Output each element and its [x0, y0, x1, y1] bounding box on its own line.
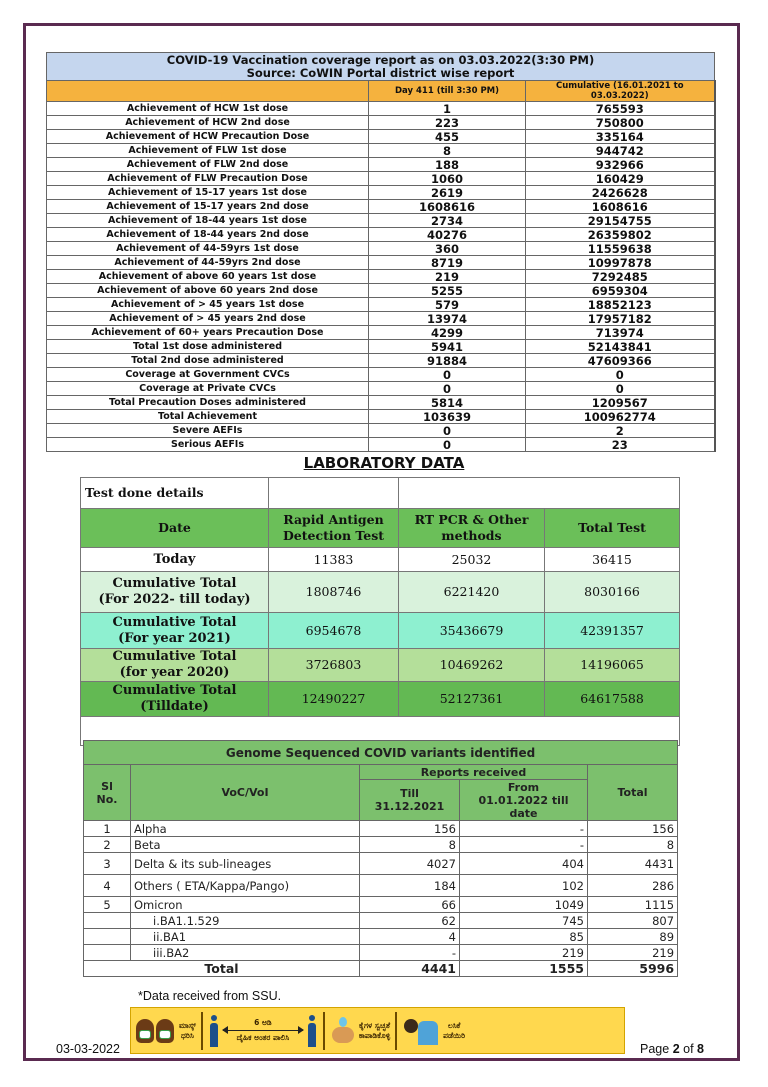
- banner-distance-segment: [203, 1008, 323, 1053]
- genome-header-till: [360, 780, 460, 821]
- vaccination-row-day-value: 0: [369, 382, 526, 396]
- vaccination-row-day-value: 40276: [369, 228, 526, 242]
- vaccination-row-cumulative-value: 160429: [526, 172, 715, 186]
- vaccination-row-label: Achievement of HCW 2nd dose: [47, 116, 369, 130]
- banner-vaccine-line1: ಲಸಿಕೆ: [447, 1020, 461, 1030]
- vaccination-source-line: Source: CoWIN Portal district wise report: [246, 65, 515, 80]
- genome-row: [84, 945, 678, 961]
- vaccination-row-label: Achievement of above 60 years 2nd dose: [47, 284, 369, 298]
- genome-total-till: 4441: [360, 961, 460, 977]
- vaccination-row-cumulative-value: 6959304: [526, 284, 715, 298]
- genome-row-sl: 3: [84, 853, 131, 875]
- banner-distance-bottom: ದೈಹಿಕ ಅಂತರ ಪಾಲಿಸಿ: [236, 1033, 290, 1042]
- genome-header-till-line1: Till: [400, 787, 419, 800]
- vaccination-row-cumulative-value: 1608616: [526, 200, 715, 214]
- genome-header-sl: [84, 765, 131, 821]
- vaccination-row: [47, 172, 715, 186]
- genome-row-total-value: 89: [588, 929, 678, 945]
- vaccination-row: [47, 158, 715, 172]
- vaccination-row-cumulative-value: 765593: [526, 102, 715, 116]
- genome-row-from-value: 745: [460, 913, 588, 929]
- genome-row-till-value: 62: [360, 913, 460, 929]
- vaccination-row: [47, 410, 715, 424]
- genome-row-total-value: 1115: [588, 897, 678, 913]
- genome-row-total-value: 219: [588, 945, 678, 961]
- vaccination-row-label: Achievement of > 45 years 1st dose: [47, 298, 369, 312]
- genome-row-from-value: 102: [460, 875, 588, 897]
- lab-header-rat: [269, 509, 399, 548]
- lab-header-rtpcr: [399, 509, 545, 548]
- vaccination-row-cumulative-value: 1209567: [526, 396, 715, 410]
- genome-total-from: 1555: [460, 961, 588, 977]
- double-arrow-icon: [223, 1030, 303, 1031]
- banner-mask-line2: ಧರಿಸಿ: [181, 1030, 194, 1040]
- genome-row-sl: [84, 945, 131, 961]
- vaccination-icon: [402, 1015, 440, 1047]
- vaccination-row-label: Total Achievement: [47, 410, 369, 424]
- vaccination-row: [47, 130, 715, 144]
- lab-row-rat-value: 3726803: [269, 649, 399, 682]
- vaccination-row: [47, 242, 715, 256]
- vaccination-row-day-value: 360: [369, 242, 526, 256]
- vaccination-row-day-value: 219: [369, 270, 526, 284]
- vaccination-row-label: Achievement of 15-17 years 1st dose: [47, 186, 369, 200]
- lab-header-rtpcr-line1: RT PCR & Other: [414, 512, 529, 527]
- banner-vaccine-segment: [397, 1008, 470, 1053]
- vaccination-title-row: [47, 53, 715, 81]
- lab-row-rtpcr-value: 6221420: [399, 572, 545, 613]
- vaccination-row-day-value: 223: [369, 116, 526, 130]
- vaccination-row-label: Serious AEFIs: [47, 438, 369, 452]
- vaccination-row: [47, 144, 715, 158]
- banner-vaccine-line2: ಪಡೆಯಿರಿ: [443, 1030, 466, 1040]
- genome-row: [84, 821, 678, 837]
- vaccination-row-cumulative-value: 10997878: [526, 256, 715, 270]
- vaccination-header-day: Day 411 (till 3:30 PM): [369, 81, 526, 102]
- vaccination-row: [47, 368, 715, 382]
- vaccination-row-day-value: 8719: [369, 256, 526, 270]
- lab-row-rat-value: 12490227: [269, 682, 399, 717]
- page-number: [640, 1042, 704, 1056]
- genome-row-sl: 5: [84, 897, 131, 913]
- vaccination-row-cumulative-value: 0: [526, 368, 715, 382]
- vaccination-row: [47, 298, 715, 312]
- covid-appropriate-behaviour-banner: [130, 1007, 625, 1054]
- vaccination-header-cumulative: [526, 81, 715, 102]
- person-icon: [208, 1015, 220, 1047]
- genome-row-sl: [84, 913, 131, 929]
- vaccination-row: [47, 102, 715, 116]
- genome-table: [83, 740, 678, 977]
- vaccination-row: [47, 340, 715, 354]
- banner-wash-line1: ಕೈಗಳ ಸ್ವಚ್ಛತೆ: [359, 1020, 391, 1030]
- vaccination-row-day-value: 4299: [369, 326, 526, 340]
- banner-wash-line2: ಕಾಪಾಡಿಕೊಳ್ಳಿ: [358, 1030, 391, 1040]
- lab-header-rtpcr-line2: methods: [441, 528, 502, 543]
- banner-distance-top: 6 ಅಡಿ: [254, 1018, 272, 1027]
- vaccination-row: [47, 256, 715, 270]
- lab-header-row: [81, 509, 680, 548]
- genome-row-total-value: 286: [588, 875, 678, 897]
- vaccination-header-row: [47, 81, 715, 102]
- genome-row-variant: Delta & its sub-lineages: [131, 853, 360, 875]
- vaccination-row: [47, 312, 715, 326]
- vaccination-header-blank: [47, 81, 369, 102]
- lab-empty-cell: [269, 478, 399, 509]
- genome-row-total-value: 807: [588, 913, 678, 929]
- mask-face-icon: [136, 1019, 154, 1043]
- genome-footnote: *Data received from SSU.: [138, 989, 282, 1003]
- lab-row-rtpcr-value: 35436679: [399, 613, 545, 649]
- genome-title: Genome Sequenced COVID variants identified: [84, 741, 678, 765]
- vaccination-row-day-value: 579: [369, 298, 526, 312]
- genome-row-sl: 2: [84, 837, 131, 853]
- vaccination-row: [47, 438, 715, 452]
- genome-row-from-value: -: [460, 821, 588, 837]
- vaccination-row: [47, 326, 715, 340]
- genome-header-row-1: [84, 765, 678, 780]
- lab-row-total-value: 36415: [545, 548, 680, 572]
- genome-header-from: [460, 780, 588, 821]
- vaccination-row-day-value: 1608616: [369, 200, 526, 214]
- vaccination-row-label: Achievement of HCW 1st dose: [47, 102, 369, 116]
- vaccination-row: [47, 396, 715, 410]
- lab-header-rat-line1: Rapid Antigen: [283, 512, 384, 527]
- genome-row-from-value: 85: [460, 929, 588, 945]
- vaccination-row-day-value: 1: [369, 102, 526, 116]
- page-total: 8: [697, 1042, 704, 1056]
- lab-test-done-row: [81, 478, 680, 509]
- banner-wash-text: [359, 1021, 390, 1041]
- lab-row-label: [81, 682, 269, 717]
- vaccination-row-cumulative-value: 17957182: [526, 312, 715, 326]
- genome-header-voc: VoC/VoI: [131, 765, 360, 821]
- genome-row-variant: ii.BA1: [131, 929, 360, 945]
- lab-row-total-value: 14196065: [545, 649, 680, 682]
- lab-test-done-label: Test done details: [81, 478, 269, 509]
- vaccination-row-label: Achievement of above 60 years 1st dose: [47, 270, 369, 284]
- lab-row-label-line1: Cumulative Total: [112, 614, 237, 630]
- lab-row-total-value: 42391357: [545, 613, 680, 649]
- lab-row-label: [81, 548, 269, 572]
- vaccination-row-day-value: 0: [369, 368, 526, 382]
- vaccination-row-cumulative-value: 2: [526, 424, 715, 438]
- genome-row: [84, 913, 678, 929]
- genome-title-row: [84, 741, 678, 765]
- mask-face-icon: [156, 1019, 174, 1043]
- vaccination-row-label: Total 2nd dose administered: [47, 354, 369, 368]
- vaccination-row-day-value: 455: [369, 130, 526, 144]
- vaccination-table: [46, 52, 716, 452]
- vaccination-row-label: Achievement of HCW Precaution Dose: [47, 130, 369, 144]
- vaccination-title: [47, 53, 715, 81]
- lab-row-label-line2: (For 2022- till today): [98, 592, 251, 607]
- banner-mask-segment: [131, 1008, 201, 1053]
- vaccination-row-label: Total 1st dose administered: [47, 340, 369, 354]
- banner-vaccine-text: [443, 1021, 465, 1041]
- vaccination-row-cumulative-value: 47609366: [526, 354, 715, 368]
- vaccination-row-label: Coverage at Private CVCs: [47, 382, 369, 396]
- vaccination-row-label: Severe AEFIs: [47, 424, 369, 438]
- lab-row-label: [81, 649, 269, 682]
- vaccination-row-day-value: 188: [369, 158, 526, 172]
- genome-header-from-line3: date: [509, 806, 538, 820]
- vaccination-row-label: Achievement of FLW 2nd dose: [47, 158, 369, 172]
- vaccination-row-label: Achievement of 15-17 years 2nd dose: [47, 200, 369, 214]
- genome-row-till-value: 4: [360, 929, 460, 945]
- genome-row: [84, 897, 678, 913]
- genome-header-sl-line1: Sl: [101, 779, 113, 793]
- vaccination-row-day-value: 91884: [369, 354, 526, 368]
- genome-total-row: [84, 961, 678, 977]
- vaccination-row-label: Achievement of FLW 1st dose: [47, 144, 369, 158]
- lab-row-rtpcr-value: 52127361: [399, 682, 545, 717]
- vaccination-row: [47, 228, 715, 242]
- lab-row: [81, 613, 680, 649]
- lab-row-label-line1: Cumulative Total: [112, 576, 237, 591]
- handwash-icon: [330, 1017, 356, 1045]
- lab-row-rtpcr-value: 10469262: [399, 649, 545, 682]
- genome-row-till-value: 184: [360, 875, 460, 897]
- lab-section-title: [0, 454, 768, 472]
- vaccination-row-cumulative-value: 18852123: [526, 298, 715, 312]
- page-prefix: Page: [640, 1042, 670, 1056]
- banner-mask-text: [179, 1021, 196, 1041]
- cumulative-header-line1: Cumulative (16.01.2021 to: [555, 81, 684, 91]
- lab-row-label-line2: (Tilldate): [140, 699, 209, 714]
- genome-row: [84, 837, 678, 853]
- genome-header-sl-line2: No.: [96, 792, 118, 806]
- genome-row-till-value: -: [360, 945, 460, 961]
- vaccination-row: [47, 382, 715, 396]
- vaccination-row-label: Achievement of FLW Precaution Dose: [47, 172, 369, 186]
- vaccination-row-cumulative-value: 750800: [526, 116, 715, 130]
- lab-row: [81, 572, 680, 613]
- lab-row-label-line1: Today: [153, 551, 196, 567]
- genome-row-variant: i.BA1.1.529: [131, 913, 360, 929]
- banner-wash-segment: [325, 1008, 395, 1053]
- vaccination-row-cumulative-value: 26359802: [526, 228, 715, 242]
- vaccination-row-day-value: 5941: [369, 340, 526, 354]
- vaccination-row-cumulative-value: 100962774: [526, 410, 715, 424]
- lab-row-label: [81, 613, 269, 649]
- lab-row: [81, 649, 680, 682]
- vaccination-row-cumulative-value: 932966: [526, 158, 715, 172]
- vaccination-row-cumulative-value: 335164: [526, 130, 715, 144]
- vaccination-row-day-value: 5814: [369, 396, 526, 410]
- vaccination-row: [47, 284, 715, 298]
- genome-row-from-value: 219: [460, 945, 588, 961]
- genome-row-till-value: 156: [360, 821, 460, 837]
- lab-header-rat-line2: Detection Test: [282, 528, 385, 543]
- genome-row-variant: Omicron: [131, 897, 360, 913]
- genome-row-variant: Others ( ETA/Kappa/Pango): [131, 875, 360, 897]
- genome-total-total: 5996: [588, 961, 678, 977]
- person-icon: [306, 1015, 318, 1047]
- page-current: 2: [672, 1042, 680, 1056]
- genome-header-till-line2: 31.12.2021: [374, 800, 445, 813]
- genome-header-total: Total: [588, 765, 678, 821]
- vaccination-row-label: Achievement of 18-44 years 1st dose: [47, 214, 369, 228]
- genome-row-total-value: 8: [588, 837, 678, 853]
- genome-header-reports: Reports received: [360, 765, 588, 780]
- vaccination-row-cumulative-value: 7292485: [526, 270, 715, 284]
- vaccination-row-cumulative-value: 944742: [526, 144, 715, 158]
- vaccination-row-label: Coverage at Government CVCs: [47, 368, 369, 382]
- vaccination-row: [47, 186, 715, 200]
- banner-mask-line1: ಮಾಸ್ಕ್: [179, 1020, 196, 1030]
- genome-row: [84, 875, 678, 897]
- genome-row-from-value: 404: [460, 853, 588, 875]
- genome-row-total-value: 156: [588, 821, 678, 837]
- lab-table: [80, 477, 680, 746]
- vaccination-row-day-value: 103639: [369, 410, 526, 424]
- vaccination-row-cumulative-value: 0: [526, 382, 715, 396]
- genome-row: [84, 853, 678, 875]
- genome-row-sl: 4: [84, 875, 131, 897]
- vaccination-row-label: Total Precaution Doses administered: [47, 396, 369, 410]
- vaccination-row-day-value: 1060: [369, 172, 526, 186]
- vaccination-row-label: Achievement of 44-59yrs 2nd dose: [47, 256, 369, 270]
- cumulative-header-line2: 03.03.2022): [590, 91, 649, 101]
- genome-row-from-value: -: [460, 837, 588, 853]
- vaccination-row: [47, 214, 715, 228]
- genome-row-total-value: 4431: [588, 853, 678, 875]
- vaccination-row-label: Achievement of 44-59yrs 1st dose: [47, 242, 369, 256]
- vaccination-row-label: Achievement of 18-44 years 2nd dose: [47, 228, 369, 242]
- lab-row-label-line1: Cumulative Total: [112, 649, 237, 664]
- lab-row-total-value: 64617588: [545, 682, 680, 717]
- vaccination-row: [47, 354, 715, 368]
- vaccination-row-label: Achievement of 60+ years Precaution Dose: [47, 326, 369, 340]
- vaccination-row-day-value: 13974: [369, 312, 526, 326]
- genome-row-sl: 1: [84, 821, 131, 837]
- vaccination-row-cumulative-value: 713974: [526, 326, 715, 340]
- vaccination-row-cumulative-value: 2426628: [526, 186, 715, 200]
- lab-row-total-value: 8030166: [545, 572, 680, 613]
- lab-row: [81, 548, 680, 572]
- lab-row-rat-value: 11383: [269, 548, 399, 572]
- genome-header-from-line1: From: [507, 780, 540, 794]
- lab-row-rat-value: 6954678: [269, 613, 399, 649]
- lab-header-total: Total Test: [545, 509, 680, 548]
- genome-row-sl: [84, 929, 131, 945]
- genome-header-from-line2: 01.01.2022 till: [478, 793, 569, 807]
- vaccination-row-day-value: 5255: [369, 284, 526, 298]
- vaccination-row-day-value: 0: [369, 438, 526, 452]
- lab-title-text: LABORATORY DATA: [303, 454, 465, 472]
- vaccination-row: [47, 200, 715, 214]
- footer-date: 03-03-2022: [56, 1042, 120, 1056]
- vaccination-title-line1: COVID-19 Vaccination coverage report as on 03.03.2022(3:30 PM): [166, 52, 595, 67]
- genome-row-variant: iii.BA2: [131, 945, 360, 961]
- vaccination-row: [47, 270, 715, 284]
- vaccination-row: [47, 116, 715, 130]
- lab-header-date: Date: [81, 509, 269, 548]
- genome-total-label: Total: [84, 961, 360, 977]
- lab-row-rtpcr-value: 25032: [399, 548, 545, 572]
- genome-row: [84, 929, 678, 945]
- vaccination-row-cumulative-value: 29154755: [526, 214, 715, 228]
- vaccination-row-day-value: 2734: [369, 214, 526, 228]
- vaccination-row-day-value: 0: [369, 424, 526, 438]
- genome-row-variant: Beta: [131, 837, 360, 853]
- lab-row-label-line1: Cumulative Total: [112, 683, 237, 698]
- vaccination-row-cumulative-value: 52143841: [526, 340, 715, 354]
- genome-row-till-value: 8: [360, 837, 460, 853]
- lab-row-label-line2: (For year 2021): [118, 630, 231, 646]
- genome-row-till-value: 4027: [360, 853, 460, 875]
- lab-row-label-line2: (for year 2020): [119, 665, 230, 680]
- vaccination-row-label: Achievement of > 45 years 2nd dose: [47, 312, 369, 326]
- lab-empty-cell: [399, 478, 680, 509]
- vaccination-row-day-value: 8: [369, 144, 526, 158]
- lab-row-rat-value: 1808746: [269, 572, 399, 613]
- genome-row-from-value: 1049: [460, 897, 588, 913]
- vaccination-row-day-value: 2619: [369, 186, 526, 200]
- page-of: of: [683, 1042, 694, 1056]
- distance-arrow-icon: [220, 1018, 306, 1043]
- vaccination-row-cumulative-value: 23: [526, 438, 715, 452]
- genome-row-variant: Alpha: [131, 821, 360, 837]
- vaccination-row-cumulative-value: 11559638: [526, 242, 715, 256]
- genome-row-till-value: 66: [360, 897, 460, 913]
- lab-row-label: [81, 572, 269, 613]
- vaccination-row: [47, 424, 715, 438]
- lab-row: [81, 682, 680, 717]
